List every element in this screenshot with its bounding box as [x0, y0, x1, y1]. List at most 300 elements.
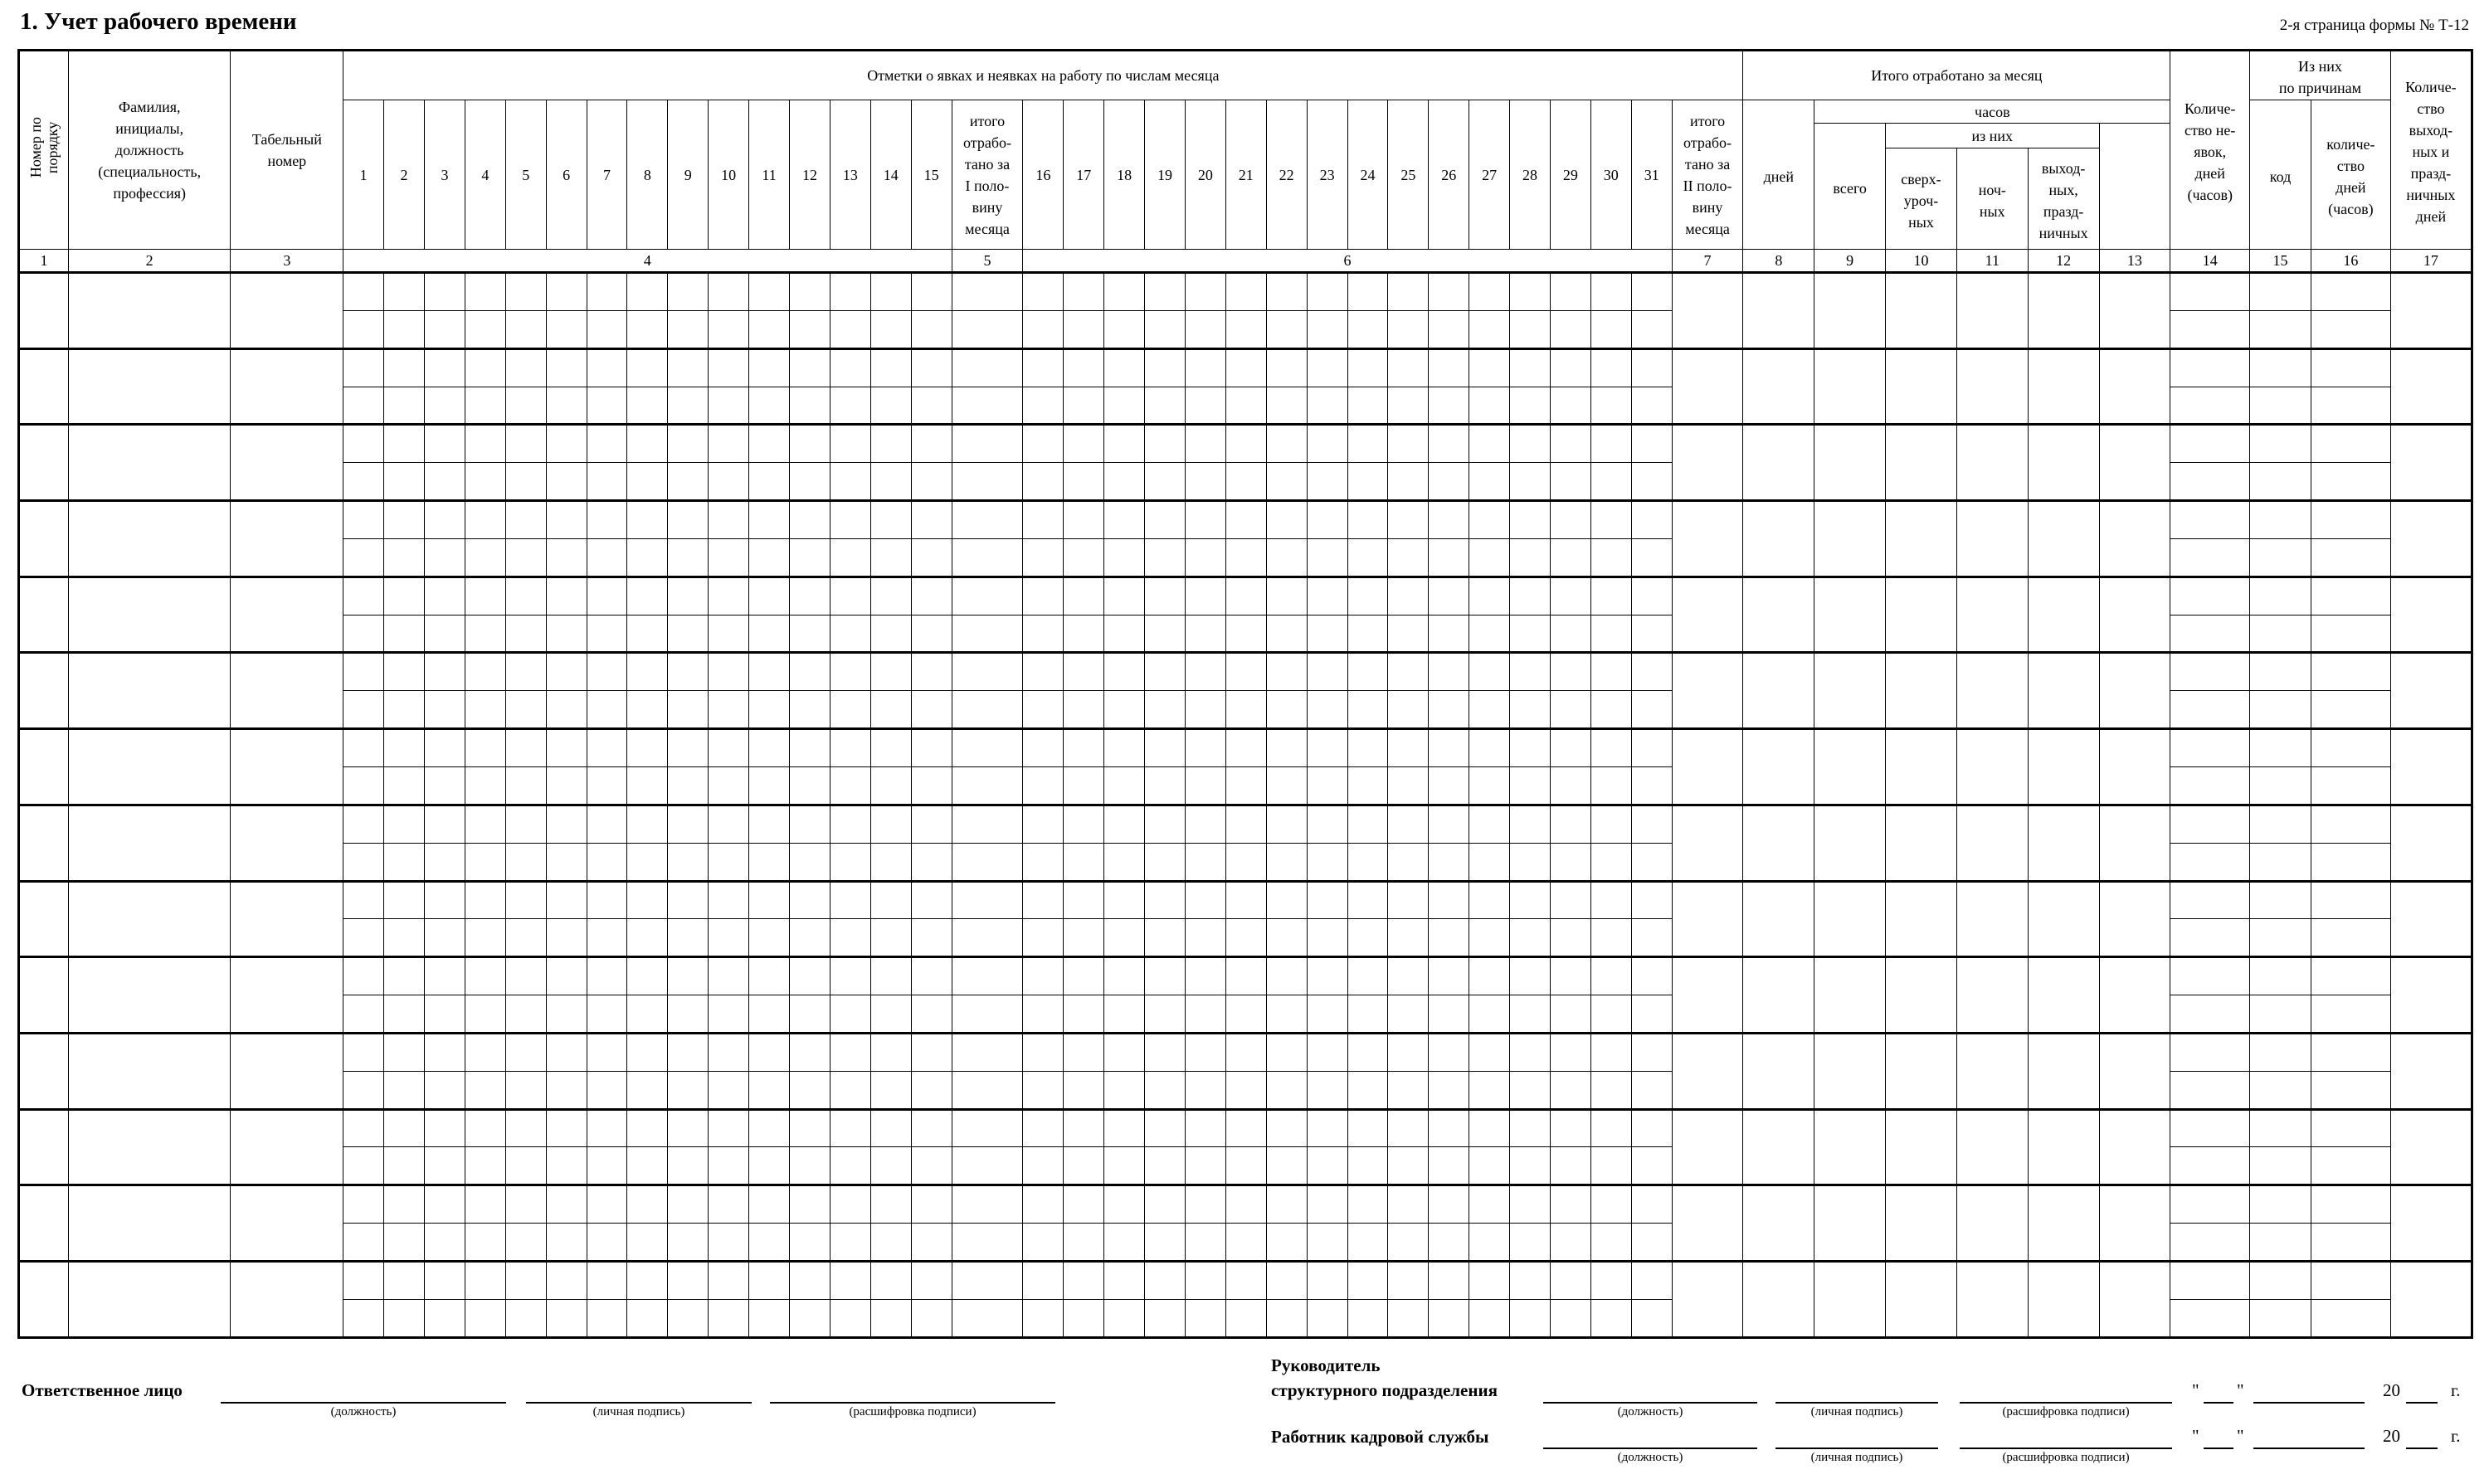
cell-total-first-half-hours[interactable]: [952, 463, 1023, 501]
cell-day-hours[interactable]: [343, 310, 384, 348]
cell-day-hours[interactable]: [1104, 1224, 1145, 1262]
cell-day-hours[interactable]: [505, 995, 546, 1034]
cell-total-first-half-hours[interactable]: [952, 387, 1023, 425]
cell-day-hours[interactable]: [627, 463, 668, 501]
cell-day-hours[interactable]: [1185, 995, 1225, 1034]
cell-day-mark[interactable]: [1550, 577, 1590, 615]
cell-day-mark[interactable]: [425, 501, 465, 539]
cell-absence-count[interactable]: [2170, 881, 2250, 919]
cell-reason-code-2[interactable]: [2250, 691, 2311, 729]
cell-day-hours[interactable]: [749, 310, 790, 348]
cell-day-hours[interactable]: [911, 919, 952, 957]
cell-reason-code-2[interactable]: [2250, 919, 2311, 957]
cell-day-hours[interactable]: [546, 843, 587, 881]
cell-day-hours[interactable]: [546, 1147, 587, 1185]
cell-day-hours[interactable]: [505, 843, 546, 881]
cell-day-hours[interactable]: [1590, 843, 1631, 881]
cell-reason-code-2[interactable]: [2250, 615, 2311, 653]
cell-day-hours[interactable]: [384, 310, 425, 348]
cell-day-hours[interactable]: [1185, 919, 1225, 957]
cell-total-second-half[interactable]: [1672, 1185, 1743, 1262]
cell-day-mark[interactable]: [1429, 653, 1469, 691]
cell-reason-code[interactable]: [2250, 729, 2311, 767]
cell-day-mark[interactable]: [343, 729, 384, 767]
cell-day-mark[interactable]: [384, 577, 425, 615]
cell-day-mark[interactable]: [1590, 729, 1631, 767]
cell-number[interactable]: [19, 653, 69, 729]
cell-night[interactable]: [1956, 425, 2028, 501]
cell-day-hours[interactable]: [870, 919, 911, 957]
cell-day-mark[interactable]: [1145, 653, 1186, 691]
cell-day-mark[interactable]: [1023, 881, 1064, 919]
cell-day-hours[interactable]: [1429, 1147, 1469, 1185]
cell-day-mark[interactable]: [1631, 1109, 1672, 1147]
cell-day-hours[interactable]: [384, 1147, 425, 1185]
cell-day-mark[interactable]: [1429, 348, 1469, 387]
cell-day-mark[interactable]: [1631, 273, 1672, 311]
cell-day-hours[interactable]: [343, 766, 384, 805]
cell-day-mark[interactable]: [1185, 729, 1225, 767]
cell-holiday[interactable]: [2028, 1261, 2099, 1337]
cell-day-mark[interactable]: [1469, 1185, 1510, 1224]
cell-day-hours[interactable]: [425, 1224, 465, 1262]
cell-day-hours[interactable]: [587, 843, 627, 881]
cell-day-hours[interactable]: [1429, 1071, 1469, 1109]
cell-day-mark[interactable]: [1185, 957, 1225, 995]
cell-holiday[interactable]: [2028, 425, 2099, 501]
cell-day-hours[interactable]: [911, 463, 952, 501]
cell-total-hours[interactable]: [1814, 1109, 1886, 1185]
cell-tabnum[interactable]: [231, 1033, 343, 1109]
cell-reason-count-2[interactable]: [2311, 766, 2390, 805]
cell-day-mark[interactable]: [1550, 957, 1590, 995]
cell-day-mark[interactable]: [1185, 1185, 1225, 1224]
cell-total-first-half-hours[interactable]: [952, 919, 1023, 957]
cell-reason-code[interactable]: [2250, 425, 2311, 463]
cell-day-mark[interactable]: [709, 805, 749, 843]
cell-day-mark[interactable]: [1266, 653, 1307, 691]
cell-reason-code[interactable]: [2250, 957, 2311, 995]
cell-col-13[interactable]: [2099, 425, 2170, 501]
cell-day-hours[interactable]: [709, 463, 749, 501]
cell-days[interactable]: [1743, 805, 1814, 881]
cell-day-mark[interactable]: [1023, 653, 1064, 691]
cell-reason-code[interactable]: [2250, 1033, 2311, 1071]
cell-reason-count-2[interactable]: [2311, 310, 2390, 348]
cell-day-mark[interactable]: [343, 1185, 384, 1224]
cell-total-first-half-hours[interactable]: [952, 1224, 1023, 1262]
cell-day-mark[interactable]: [1023, 273, 1064, 311]
cell-day-hours[interactable]: [1266, 995, 1307, 1034]
cell-day-hours[interactable]: [1429, 1299, 1469, 1337]
cell-day-mark[interactable]: [870, 1185, 911, 1224]
cell-number[interactable]: [19, 348, 69, 425]
cell-day-hours[interactable]: [668, 1299, 709, 1337]
cell-day-mark[interactable]: [790, 1185, 830, 1224]
cell-total-first-half-hours[interactable]: [952, 615, 1023, 653]
cell-tabnum[interactable]: [231, 1185, 343, 1262]
cell-day-mark[interactable]: [1104, 577, 1145, 615]
cell-day-hours[interactable]: [790, 919, 830, 957]
cell-name[interactable]: [68, 501, 231, 577]
cell-day-mark[interactable]: [911, 273, 952, 311]
cell-day-hours[interactable]: [1185, 843, 1225, 881]
cell-day-mark[interactable]: [587, 1033, 627, 1071]
cell-overtime[interactable]: [1886, 273, 1957, 349]
cell-total-second-half[interactable]: [1672, 1033, 1743, 1109]
cell-day-hours[interactable]: [709, 766, 749, 805]
cell-day-mark[interactable]: [709, 425, 749, 463]
cell-day-mark[interactable]: [505, 805, 546, 843]
cell-day-hours[interactable]: [790, 843, 830, 881]
cell-day-hours[interactable]: [1307, 995, 1347, 1034]
cell-day-hours[interactable]: [1388, 691, 1429, 729]
cell-day-hours[interactable]: [1590, 1147, 1631, 1185]
cell-day-hours[interactable]: [709, 691, 749, 729]
cell-name[interactable]: [68, 1261, 231, 1337]
cell-day-hours[interactable]: [668, 995, 709, 1034]
cell-day-mark[interactable]: [911, 805, 952, 843]
cell-day-mark[interactable]: [1104, 1185, 1145, 1224]
cell-day-hours[interactable]: [1429, 843, 1469, 881]
cell-day-hours[interactable]: [425, 387, 465, 425]
cell-day-mark[interactable]: [830, 1185, 870, 1224]
cell-day-hours[interactable]: [1023, 1299, 1064, 1337]
cell-day-hours[interactable]: [1631, 463, 1672, 501]
cell-day-hours[interactable]: [505, 538, 546, 577]
cell-day-hours[interactable]: [587, 1299, 627, 1337]
cell-day-mark[interactable]: [1185, 273, 1225, 311]
cell-day-hours[interactable]: [1104, 538, 1145, 577]
cell-overtime[interactable]: [1886, 577, 1957, 653]
cell-day-mark[interactable]: [749, 729, 790, 767]
cell-day-hours[interactable]: [1590, 766, 1631, 805]
cell-absence-hours[interactable]: [2170, 538, 2250, 577]
cell-day-hours[interactable]: [790, 691, 830, 729]
cell-day-hours[interactable]: [465, 463, 505, 501]
cell-day-hours[interactable]: [1347, 919, 1388, 957]
cell-day-mark[interactable]: [1225, 425, 1266, 463]
cell-day-mark[interactable]: [1307, 348, 1347, 387]
cell-day-hours[interactable]: [1347, 387, 1388, 425]
cell-day-hours[interactable]: [709, 1071, 749, 1109]
cell-col-13[interactable]: [2099, 729, 2170, 805]
cell-day-hours[interactable]: [1266, 538, 1307, 577]
cell-day-hours[interactable]: [1469, 919, 1510, 957]
cell-day-mark[interactable]: [1429, 1261, 1469, 1299]
cell-day-mark[interactable]: [1064, 729, 1104, 767]
cell-day-mark[interactable]: [668, 881, 709, 919]
cell-day-mark[interactable]: [546, 348, 587, 387]
cell-day-hours[interactable]: [587, 1147, 627, 1185]
cell-night[interactable]: [1956, 729, 2028, 805]
cell-reason-count[interactable]: [2311, 1109, 2390, 1147]
cell-day-hours[interactable]: [911, 766, 952, 805]
cell-day-hours[interactable]: [1347, 1224, 1388, 1262]
cell-day-hours[interactable]: [1510, 995, 1551, 1034]
cell-day-hours[interactable]: [587, 1071, 627, 1109]
cell-weekend-count[interactable]: [2390, 1033, 2472, 1109]
cell-name[interactable]: [68, 348, 231, 425]
cell-day-hours[interactable]: [668, 310, 709, 348]
cell-day-mark[interactable]: [1185, 653, 1225, 691]
cell-day-mark[interactable]: [1590, 501, 1631, 539]
cell-day-mark[interactable]: [1145, 577, 1186, 615]
cell-day-mark[interactable]: [546, 1185, 587, 1224]
cell-day-mark[interactable]: [1388, 577, 1429, 615]
cell-overtime[interactable]: [1886, 729, 1957, 805]
cell-day-mark[interactable]: [1145, 881, 1186, 919]
cell-day-mark[interactable]: [1064, 1109, 1104, 1147]
cell-day-mark[interactable]: [1590, 273, 1631, 311]
cell-day-hours[interactable]: [546, 691, 587, 729]
cell-day-hours[interactable]: [830, 310, 870, 348]
cell-day-mark[interactable]: [1145, 1109, 1186, 1147]
cell-day-mark[interactable]: [1429, 577, 1469, 615]
cell-day-mark[interactable]: [546, 1261, 587, 1299]
cell-day-mark[interactable]: [1388, 348, 1429, 387]
cell-day-mark[interactable]: [1307, 1261, 1347, 1299]
cell-day-mark[interactable]: [1469, 653, 1510, 691]
cell-day-mark[interactable]: [425, 577, 465, 615]
cell-total-second-half[interactable]: [1672, 1261, 1743, 1337]
cell-day-mark[interactable]: [1429, 805, 1469, 843]
cell-day-hours[interactable]: [668, 1147, 709, 1185]
cell-day-mark[interactable]: [546, 881, 587, 919]
cell-day-mark[interactable]: [1064, 1033, 1104, 1071]
cell-day-mark[interactable]: [1104, 957, 1145, 995]
cell-day-hours[interactable]: [749, 538, 790, 577]
cell-day-hours[interactable]: [1590, 387, 1631, 425]
cell-day-mark[interactable]: [1429, 1185, 1469, 1224]
cell-day-mark[interactable]: [1185, 1109, 1225, 1147]
cell-day-hours[interactable]: [749, 615, 790, 653]
cell-day-mark[interactable]: [1347, 653, 1388, 691]
cell-day-hours[interactable]: [1469, 995, 1510, 1034]
cell-day-mark[interactable]: [1510, 1033, 1551, 1071]
cell-day-hours[interactable]: [668, 1071, 709, 1109]
cell-day-hours[interactable]: [1590, 615, 1631, 653]
cell-name[interactable]: [68, 653, 231, 729]
cell-day-mark[interactable]: [1266, 1033, 1307, 1071]
cell-day-mark[interactable]: [1307, 501, 1347, 539]
cell-day-mark[interactable]: [343, 881, 384, 919]
cell-day-hours[interactable]: [1145, 463, 1186, 501]
cell-day-hours[interactable]: [465, 538, 505, 577]
cell-day-mark[interactable]: [1429, 273, 1469, 311]
cell-absence-count[interactable]: [2170, 729, 2250, 767]
cell-day-hours[interactable]: [465, 691, 505, 729]
cell-day-mark[interactable]: [1225, 348, 1266, 387]
cell-day-hours[interactable]: [749, 463, 790, 501]
cell-day-mark[interactable]: [1266, 957, 1307, 995]
cell-day-mark[interactable]: [709, 1261, 749, 1299]
cell-day-hours[interactable]: [1185, 766, 1225, 805]
cell-day-mark[interactable]: [587, 577, 627, 615]
cell-day-hours[interactable]: [749, 1299, 790, 1337]
cell-holiday[interactable]: [2028, 729, 2099, 805]
cell-day-mark[interactable]: [1590, 653, 1631, 691]
cell-day-hours[interactable]: [343, 995, 384, 1034]
cell-day-hours[interactable]: [343, 1071, 384, 1109]
cell-day-mark[interactable]: [749, 1109, 790, 1147]
cell-day-mark[interactable]: [1266, 501, 1307, 539]
cell-day-mark[interactable]: [384, 729, 425, 767]
cell-day-mark[interactable]: [1023, 1261, 1064, 1299]
cell-day-hours[interactable]: [384, 387, 425, 425]
cell-number[interactable]: [19, 805, 69, 881]
cell-col-13[interactable]: [2099, 1185, 2170, 1262]
cell-day-mark[interactable]: [709, 881, 749, 919]
cell-day-mark[interactable]: [1590, 957, 1631, 995]
cell-total-hours[interactable]: [1814, 1033, 1886, 1109]
cell-day-hours[interactable]: [1225, 387, 1266, 425]
cell-day-mark[interactable]: [749, 1033, 790, 1071]
cell-day-hours[interactable]: [1307, 919, 1347, 957]
cell-day-hours[interactable]: [1631, 387, 1672, 425]
cell-total-second-half[interactable]: [1672, 653, 1743, 729]
cell-day-mark[interactable]: [1307, 957, 1347, 995]
cell-day-mark[interactable]: [1631, 957, 1672, 995]
cell-day-hours[interactable]: [627, 1071, 668, 1109]
cell-day-mark[interactable]: [1429, 881, 1469, 919]
cell-day-hours[interactable]: [546, 463, 587, 501]
cell-day-mark[interactable]: [505, 957, 546, 995]
cell-day-mark[interactable]: [790, 957, 830, 995]
cell-day-mark[interactable]: [1225, 501, 1266, 539]
cell-day-hours[interactable]: [749, 766, 790, 805]
cell-day-mark[interactable]: [465, 577, 505, 615]
cell-day-mark[interactable]: [790, 1109, 830, 1147]
cell-day-mark[interactable]: [830, 273, 870, 311]
cell-day-hours[interactable]: [505, 919, 546, 957]
cell-day-hours[interactable]: [587, 310, 627, 348]
cell-reason-count[interactable]: [2311, 729, 2390, 767]
cell-day-mark[interactable]: [1307, 653, 1347, 691]
cell-day-hours[interactable]: [1104, 1071, 1145, 1109]
cell-day-hours[interactable]: [668, 766, 709, 805]
cell-reason-count-2[interactable]: [2311, 387, 2390, 425]
cell-day-hours[interactable]: [1064, 1224, 1104, 1262]
cell-total-hours[interactable]: [1814, 577, 1886, 653]
cell-day-mark[interactable]: [911, 1261, 952, 1299]
cell-total-second-half[interactable]: [1672, 348, 1743, 425]
cell-day-hours[interactable]: [343, 843, 384, 881]
cell-day-hours[interactable]: [911, 843, 952, 881]
cell-reason-code-2[interactable]: [2250, 1224, 2311, 1262]
cell-name[interactable]: [68, 1109, 231, 1185]
cell-reason-count-2[interactable]: [2311, 1299, 2390, 1337]
cell-day-mark[interactable]: [1469, 501, 1510, 539]
cell-day-hours[interactable]: [1023, 615, 1064, 653]
cell-day-hours[interactable]: [1104, 1299, 1145, 1337]
cell-day-hours[interactable]: [505, 463, 546, 501]
cell-day-mark[interactable]: [1631, 1185, 1672, 1224]
cell-day-mark[interactable]: [1145, 729, 1186, 767]
cell-day-mark[interactable]: [1104, 1033, 1145, 1071]
cell-day-hours[interactable]: [1631, 1299, 1672, 1337]
cell-col-13[interactable]: [2099, 273, 2170, 349]
cell-day-hours[interactable]: [1104, 691, 1145, 729]
cell-day-mark[interactable]: [1307, 273, 1347, 311]
cell-day-mark[interactable]: [709, 729, 749, 767]
cell-day-mark[interactable]: [1631, 501, 1672, 539]
cell-tabnum[interactable]: [231, 805, 343, 881]
cell-total-first-half[interactable]: [952, 957, 1023, 995]
cell-day-mark[interactable]: [343, 1033, 384, 1071]
cell-day-hours[interactable]: [1064, 995, 1104, 1034]
cell-day-mark[interactable]: [870, 881, 911, 919]
cell-days[interactable]: [1743, 1033, 1814, 1109]
cell-day-mark[interactable]: [830, 805, 870, 843]
cell-day-hours[interactable]: [1185, 310, 1225, 348]
hr-year-line[interactable]: [2406, 1448, 2438, 1449]
cell-day-mark[interactable]: [1590, 1261, 1631, 1299]
cell-day-hours[interactable]: [1266, 1071, 1307, 1109]
cell-total-first-half[interactable]: [952, 348, 1023, 387]
cell-day-mark[interactable]: [1145, 1185, 1186, 1224]
cell-day-mark[interactable]: [911, 425, 952, 463]
cell-day-hours[interactable]: [1064, 615, 1104, 653]
cell-day-mark[interactable]: [790, 881, 830, 919]
cell-day-mark[interactable]: [911, 1185, 952, 1224]
cell-day-hours[interactable]: [1266, 615, 1307, 653]
cell-day-mark[interactable]: [790, 425, 830, 463]
cell-day-hours[interactable]: [1347, 766, 1388, 805]
cell-day-hours[interactable]: [465, 843, 505, 881]
cell-day-hours[interactable]: [1104, 463, 1145, 501]
cell-day-mark[interactable]: [1064, 577, 1104, 615]
cell-day-hours[interactable]: [790, 766, 830, 805]
cell-day-mark[interactable]: [790, 653, 830, 691]
cell-day-hours[interactable]: [627, 615, 668, 653]
cell-day-mark[interactable]: [1185, 881, 1225, 919]
cell-day-hours[interactable]: [749, 387, 790, 425]
cell-day-mark[interactable]: [911, 957, 952, 995]
cell-day-mark[interactable]: [1023, 501, 1064, 539]
cell-day-hours[interactable]: [830, 1224, 870, 1262]
cell-reason-count[interactable]: [2311, 425, 2390, 463]
cell-night[interactable]: [1956, 348, 2028, 425]
cell-day-hours[interactable]: [870, 538, 911, 577]
cell-day-hours[interactable]: [1185, 615, 1225, 653]
cell-absence-hours[interactable]: [2170, 919, 2250, 957]
cell-day-hours[interactable]: [709, 615, 749, 653]
cell-day-hours[interactable]: [1064, 310, 1104, 348]
cell-day-hours[interactable]: [830, 615, 870, 653]
cell-total-second-half[interactable]: [1672, 805, 1743, 881]
cell-day-hours[interactable]: [384, 1224, 425, 1262]
cell-day-mark[interactable]: [668, 805, 709, 843]
cell-overtime[interactable]: [1886, 501, 1957, 577]
cell-day-mark[interactable]: [627, 1185, 668, 1224]
cell-name[interactable]: [68, 881, 231, 957]
cell-day-mark[interactable]: [384, 273, 425, 311]
cell-day-mark[interactable]: [425, 1261, 465, 1299]
cell-day-mark[interactable]: [425, 1033, 465, 1071]
cell-day-hours[interactable]: [830, 919, 870, 957]
cell-day-hours[interactable]: [1510, 1299, 1551, 1337]
responsible-transcript-line[interactable]: [770, 1402, 1055, 1404]
cell-absence-hours[interactable]: [2170, 995, 2250, 1034]
cell-total-first-half[interactable]: [952, 1109, 1023, 1147]
cell-day-mark[interactable]: [709, 348, 749, 387]
cell-day-mark[interactable]: [1064, 957, 1104, 995]
cell-day-hours[interactable]: [870, 995, 911, 1034]
cell-day-mark[interactable]: [1064, 501, 1104, 539]
cell-day-hours[interactable]: [1104, 919, 1145, 957]
cell-day-mark[interactable]: [425, 881, 465, 919]
